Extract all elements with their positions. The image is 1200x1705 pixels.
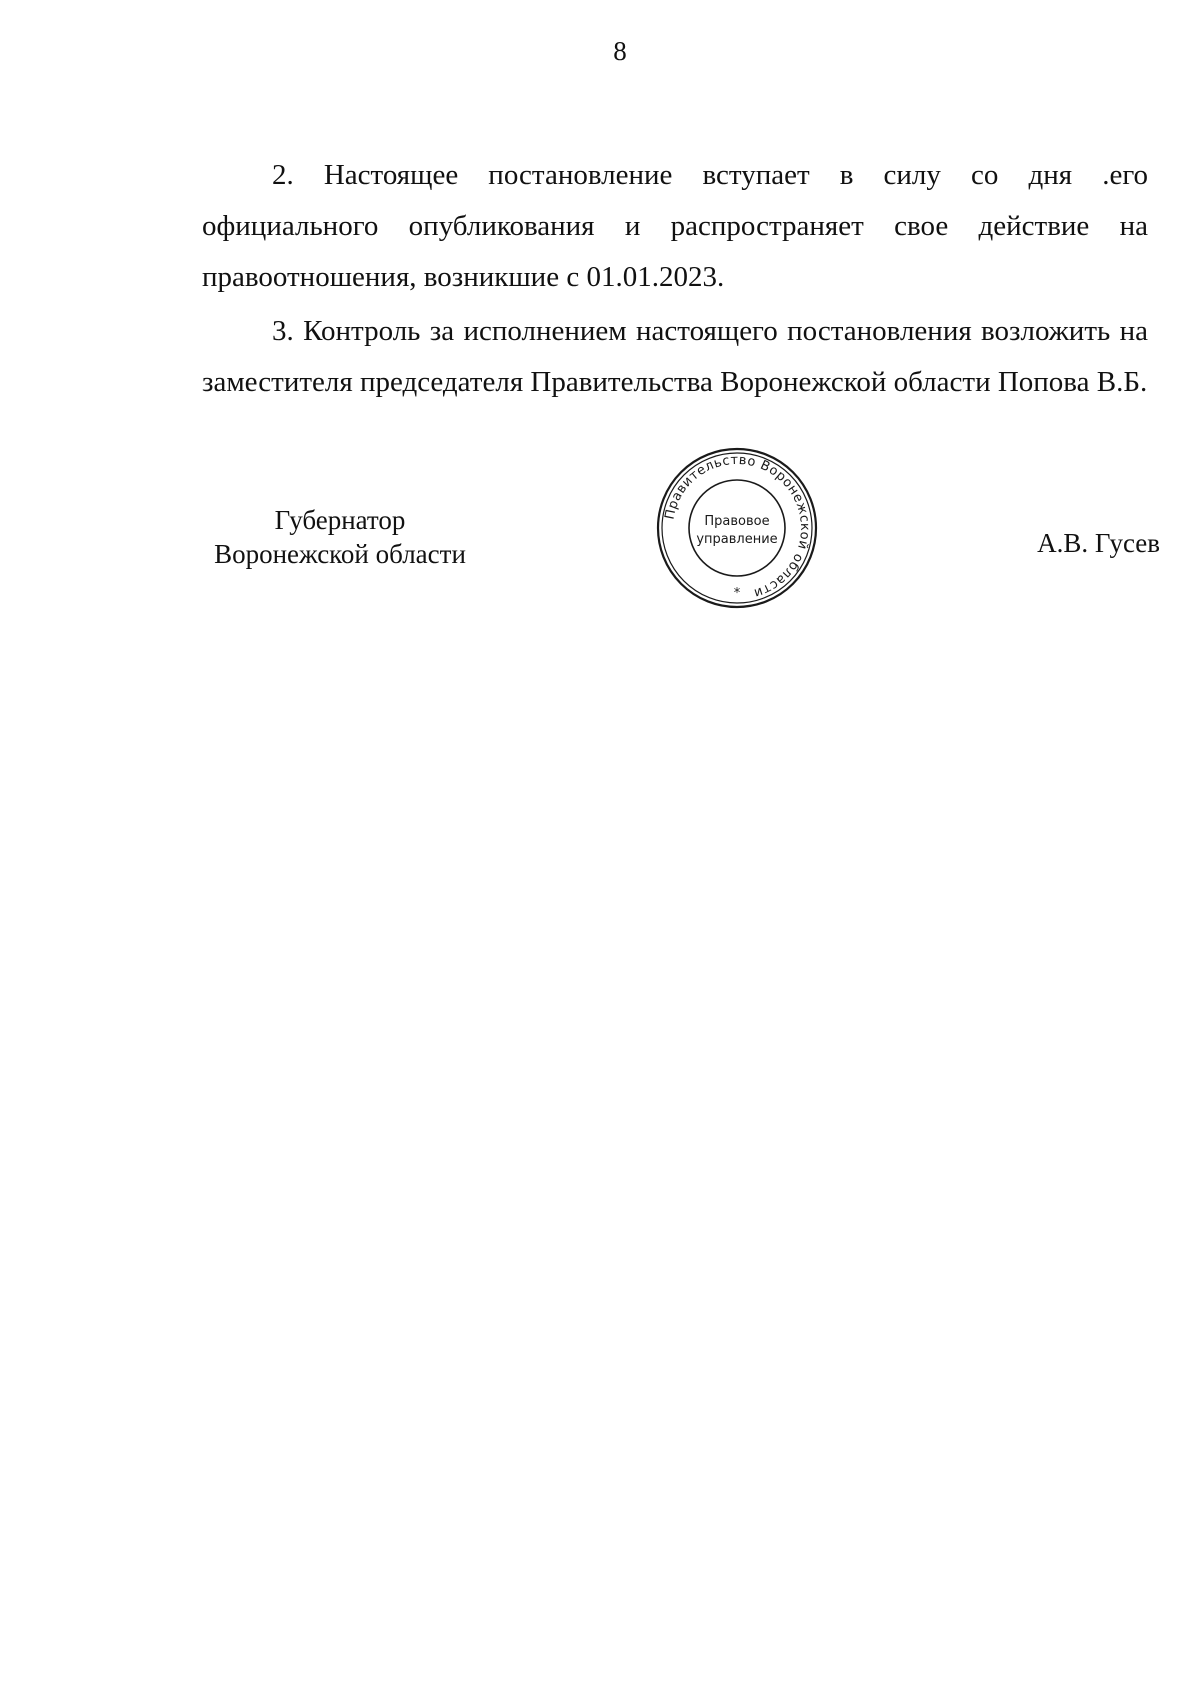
paragraph-effective-date: 2. Настоящее постановление вступает в силу со дня .его официального опубликования и распространяет свое действие на правоотношения, возникшие с 01.01.2023. — [202, 159, 1148, 293]
stamp-inner-line2: управление — [696, 532, 778, 547]
stamp-inner-line1: Правовое — [704, 514, 770, 529]
stamp-star-icon: * — [733, 586, 741, 601]
signer-name: А.В. Гусев — [1037, 528, 1160, 558]
stamp-outer-text: Правительство Воронежской области — [662, 452, 813, 601]
document-body — [202, 150, 1148, 411]
official-stamp — [655, 446, 819, 610]
page-number: 8 — [613, 36, 627, 66]
paragraph-control: 3. Контроль за исполнением настоящего постановления возложить на заместителя председателя Правительства Воронежской области Попова В.Б. — [202, 315, 1148, 398]
signature-title-line1: Губернатор — [274, 505, 406, 535]
signature-title — [190, 503, 490, 571]
signature-title-line2: Воронежской области — [214, 539, 466, 569]
